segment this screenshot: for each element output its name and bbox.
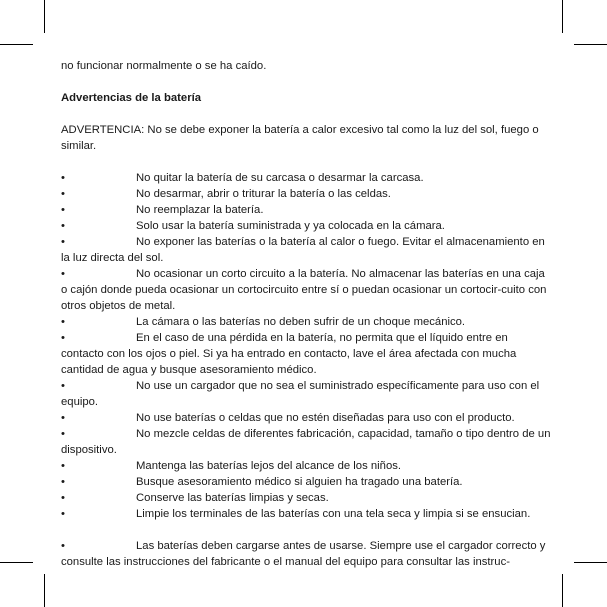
list-item-text: Mantenga las baterías lejos del alcance de los niños. bbox=[136, 460, 402, 472]
list-item bbox=[61, 490, 551, 506]
list-item bbox=[61, 314, 551, 330]
list-item-text: Solo usar la batería suministrada y ya colocada en la cámara. bbox=[136, 220, 445, 232]
list-item-text: Busque asesoramiento médico si alguien ha tragado una batería. bbox=[136, 476, 463, 488]
list-item-text: No ocasionar un corto circuito a la batería. No almacenar las baterías en una caja o cajón donde pueda ocasionar un cortocircuito entre sí o puedan ocasionar un cortocir-cuito con otros objetos de metal. bbox=[61, 268, 547, 312]
bullet-icon: • bbox=[61, 332, 65, 344]
bullet-icon: • bbox=[61, 380, 65, 392]
list-item bbox=[61, 474, 551, 490]
crop-mark-bottom-left-h bbox=[0, 562, 33, 563]
crop-mark-bottom-right-h bbox=[574, 562, 607, 563]
bullet-icon: • bbox=[61, 236, 65, 248]
crop-mark-top-left bbox=[44, 0, 45, 33]
list-item-text: No use un cargador que no sea el suministrado específicamente para uso con el equipo. bbox=[61, 380, 540, 408]
lead-line: no funcionar normalmente o se ha caído. bbox=[61, 60, 267, 72]
bullet-icon: • bbox=[61, 316, 65, 328]
list-item-text: No use baterías o celdas que no estén diseñadas para uso con el producto. bbox=[136, 412, 515, 424]
list-item bbox=[61, 218, 551, 234]
bullet-icon: • bbox=[61, 172, 65, 184]
list-item bbox=[61, 506, 551, 522]
list-item-text: Limpie los terminales de las baterías con una tela seca y limpia si se ensucian. bbox=[136, 508, 531, 520]
crop-mark-top-right bbox=[562, 0, 563, 33]
list-item-text: Conserve las baterías limpias y secas. bbox=[136, 492, 329, 504]
list-item bbox=[61, 330, 551, 378]
list-item-text: La cámara o las baterías no deben sufrir de un choque mecánico. bbox=[136, 316, 466, 328]
final-item-text: Las baterías deben cargarse antes de usarse. Siempre use el cargador correcto y consulte las instrucciones del fabricante o el manual del equipo para consultar las instruc- bbox=[61, 540, 546, 568]
list-item bbox=[61, 266, 551, 314]
final-list-item bbox=[61, 538, 551, 570]
list-item bbox=[61, 170, 551, 186]
list-item bbox=[61, 202, 551, 218]
warning-paragraph: ADVERTENCIA: No se debe exponer la batería a calor excesivo tal como la luz del sol, fuego o similar. bbox=[61, 124, 539, 152]
list-item bbox=[61, 458, 551, 474]
crop-mark-top-left-h bbox=[0, 44, 33, 45]
bullet-icon: • bbox=[61, 460, 65, 472]
list-item-text: En el caso de una pérdida en la batería, no permita que el líquido entre en contacto con los ojos o piel. Si ya ha entrado en contacto, lave el área afectada con mucha cantidad de agua y busque asesoramiento médico. bbox=[61, 332, 517, 376]
list-item bbox=[61, 186, 551, 202]
bullet-icon: • bbox=[61, 492, 65, 504]
list-item-text: No quitar la batería de su carcasa o desarmar la carcasa. bbox=[136, 172, 424, 184]
bullet-icon: • bbox=[61, 508, 65, 520]
bullet-icon: • bbox=[61, 428, 65, 440]
section-heading: Advertencias de la batería bbox=[61, 92, 202, 104]
list-item-text: No reemplazar la batería. bbox=[136, 204, 264, 216]
bullet-icon: • bbox=[61, 220, 65, 232]
warning-list bbox=[61, 170, 551, 522]
bullet-icon: • bbox=[61, 412, 65, 424]
document-page bbox=[61, 58, 551, 570]
bullet-icon: • bbox=[61, 204, 65, 216]
bullet-icon: • bbox=[61, 188, 65, 200]
crop-mark-bottom-left bbox=[44, 574, 45, 607]
bullet-icon: • bbox=[61, 540, 65, 552]
list-item-text: No exponer las baterías o la batería al calor o fuego. Evitar el almacenamiento en la luz directa del sol. bbox=[61, 236, 545, 264]
list-item-text: No desarmar, abrir o triturar la batería o las celdas. bbox=[136, 188, 391, 200]
list-item bbox=[61, 426, 551, 458]
bullet-icon: • bbox=[61, 268, 65, 280]
bullet-icon: • bbox=[61, 476, 65, 488]
crop-mark-top-right-h bbox=[574, 44, 607, 45]
list-item-text: No mezcle celdas de diferentes fabricación, capacidad, tamaño o tipo dentro de un dispositivo. bbox=[61, 428, 551, 456]
list-item bbox=[61, 234, 551, 266]
list-item bbox=[61, 410, 551, 426]
list-item bbox=[61, 378, 551, 410]
crop-mark-bottom-right bbox=[562, 574, 563, 607]
